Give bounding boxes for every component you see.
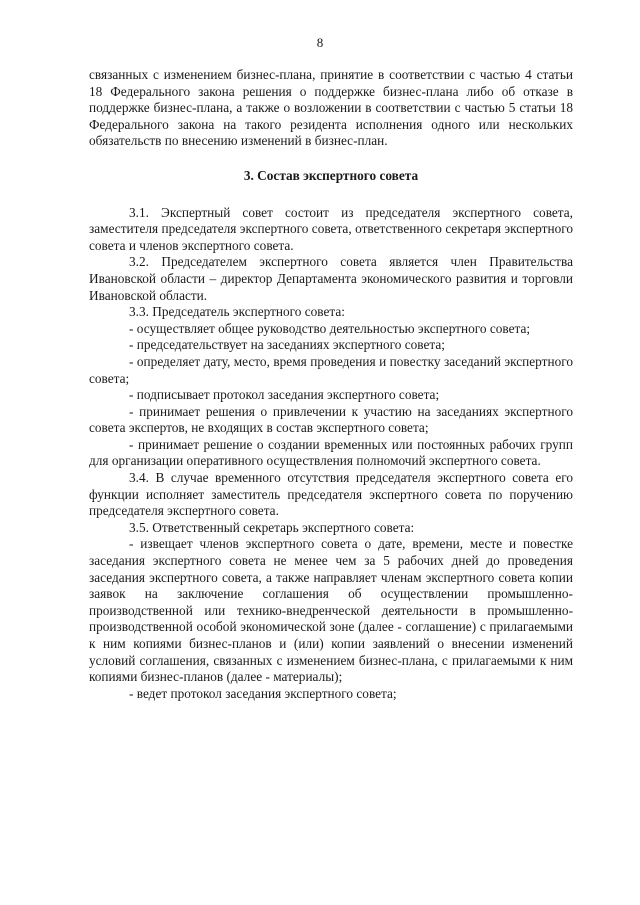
chairman-duty-invite-experts: - принимает решения о привлечении к участию на заседаниях экспертного совета экспертов, не входящих в состав экспертного совета; xyxy=(89,403,573,436)
paragraph-3-1: 3.1. Экспертный совет состоит из председателя экспертного совета, заместителя председателя экспертного совета, ответственного секретаря экспертного совета и членов экспертного совета. xyxy=(89,204,573,253)
paragraph-3-2: 3.2. Председателем экспертного совета является член Правительства Ивановской области – директор Департамента экономического развития и торговли Ивановской области. xyxy=(89,254,573,303)
chairman-duty-preside: - председательствует на заседаниях экспертного совета; xyxy=(129,337,445,353)
continuation-paragraph: связанных с изменением бизнес-плана, принятие в соответствии с частью 4 статьи 18 Федерального закона решения о поддержке бизнес-плана либо об отказе в поддержке бизнес-плана, а также о возложении в соответствии с частью 5 статьи 18 Федерального закона на такого резидента исполнения одного или нескольких обязательств по внесению изменений в бизнес-план. xyxy=(89,67,573,149)
chairman-duty-sign-protocol: - подписывает протокол заседания экспертного совета; xyxy=(129,387,440,403)
chairman-duty-schedule: - определяет дату, место, время проведения и повестку заседаний экспертного совета; xyxy=(89,353,573,386)
page-number: 8 xyxy=(316,35,324,50)
secretary-duty-protocol: - ведет протокол заседания экспертного совета; xyxy=(129,685,397,701)
chairman-duty-working-groups: - принимает решение о создании временных или постоянных рабочих групп для организации оперативного осуществления полномочий экспертного совета. xyxy=(89,436,573,469)
secretary-duty-notify: - извещает членов экспертного совета о дате, времени, месте и повестке заседания экспертного совета не менее чем за 5 рабочих дней до проведения заседания экспертного совета, а также направляет членам экспертного совета копии заявок на заключение соглашения об осуществлении промышленно-производственной или технико-внедренческой деятельности в промышленно-производственной особой экономической зоне (далее - соглашение) с прилагаемыми к ним копиями бизнес-планов и (или) копии заявлений о внесении изменений условий соглашения, связанных с изменением бизнес-плана, с прилагаемыми к ним копиями бизнес-планов (далее - материалы); xyxy=(89,536,573,685)
paragraph-3-4: 3.4. В случае временного отсутствия председателя экспертного совета его функции исполняет заместитель председателя экспертного совета по поручению председателя экспертного совета. xyxy=(89,470,573,519)
section-heading: 3. Состав экспертного совета xyxy=(243,167,419,183)
document-body xyxy=(89,67,573,702)
paragraph-3-5: 3.5. Ответственный секретарь экспертного совета: xyxy=(129,519,415,535)
paragraph-3-3: 3.3. Председатель экспертного совета: xyxy=(129,304,345,320)
chairman-duty-general-management: - осуществляет общее руководство деятельностью экспертного совета; xyxy=(129,320,531,336)
